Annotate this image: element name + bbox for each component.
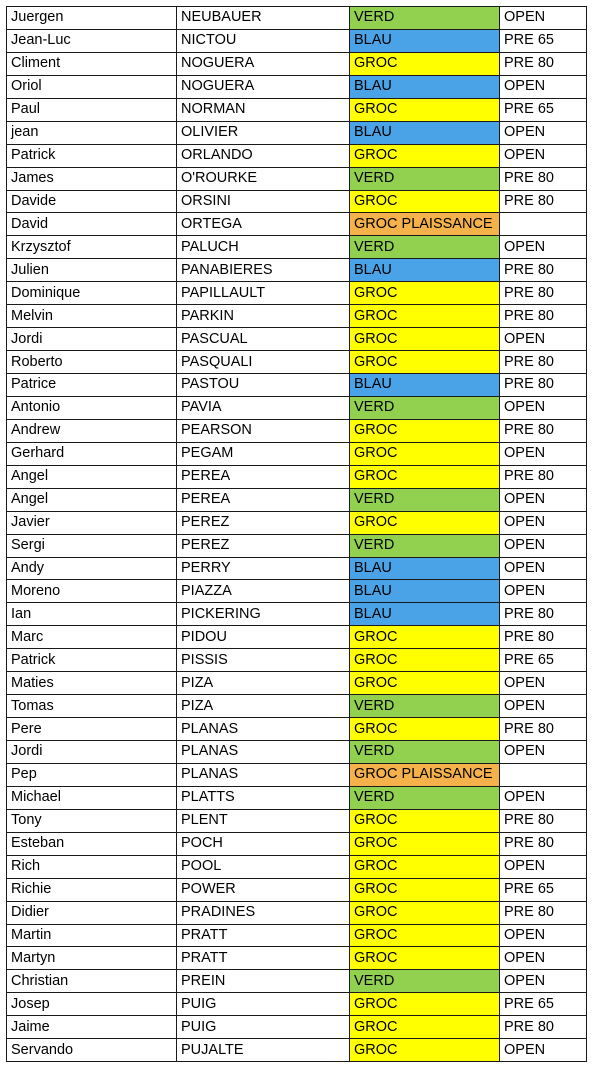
group-cell[interactable]: BLAU	[350, 121, 500, 144]
first-name-cell[interactable]: Martin	[7, 924, 177, 947]
first-name-cell[interactable]: Christian	[7, 970, 177, 993]
last-name-cell[interactable]: PIDOU	[177, 626, 350, 649]
group-cell[interactable]: VERD	[350, 396, 500, 419]
first-name-cell[interactable]: David	[7, 213, 177, 236]
category-cell[interactable]: OPEN	[500, 396, 587, 419]
category-cell[interactable]: PRE 80	[500, 374, 587, 397]
table-row	[7, 763, 587, 786]
table-row	[7, 259, 587, 282]
table-row	[7, 626, 587, 649]
group-cell[interactable]: GROC	[350, 144, 500, 167]
category-cell[interactable]: PRE 65	[500, 29, 587, 52]
table-row	[7, 649, 587, 672]
first-name-cell[interactable]: Moreno	[7, 580, 177, 603]
last-name-cell[interactable]: PLANAS	[177, 718, 350, 741]
last-name-cell[interactable]: POOL	[177, 855, 350, 878]
group-cell[interactable]: GROC	[350, 947, 500, 970]
last-name-cell[interactable]: O'ROURKE	[177, 167, 350, 190]
group-cell[interactable]: GROC	[350, 282, 500, 305]
first-name-cell[interactable]: Patrice	[7, 374, 177, 397]
table-row	[7, 580, 587, 603]
table-row	[7, 213, 587, 236]
group-cell[interactable]: VERD	[350, 488, 500, 511]
last-name-cell[interactable]: POWER	[177, 878, 350, 901]
first-name-cell[interactable]: Josep	[7, 993, 177, 1016]
last-name-cell[interactable]: PUJALTE	[177, 1039, 350, 1062]
first-name-cell[interactable]: Andrew	[7, 419, 177, 442]
last-name-cell[interactable]: PIZA	[177, 695, 350, 718]
group-cell[interactable]: GROC	[350, 1039, 500, 1062]
table-row	[7, 672, 587, 695]
last-name-cell[interactable]: PEREA	[177, 488, 350, 511]
category-cell[interactable]: OPEN	[500, 488, 587, 511]
category-cell[interactable]: PRE 80	[500, 52, 587, 75]
table-row	[7, 236, 587, 259]
participants-table-body	[7, 7, 587, 1062]
last-name-cell[interactable]: ORLANDO	[177, 144, 350, 167]
category-cell[interactable]: OPEN	[500, 121, 587, 144]
last-name-cell[interactable]: NOGUERA	[177, 52, 350, 75]
group-cell[interactable]: BLAU	[350, 29, 500, 52]
last-name-cell[interactable]: OLIVIER	[177, 121, 350, 144]
last-name-cell[interactable]: PIZA	[177, 672, 350, 695]
table-row	[7, 878, 587, 901]
group-cell[interactable]: VERD	[350, 741, 500, 764]
last-name-cell[interactable]: PRATT	[177, 924, 350, 947]
category-cell[interactable]: PRE 80	[500, 626, 587, 649]
last-name-cell[interactable]: PUIG	[177, 1016, 350, 1039]
first-name-cell[interactable]: Pep	[7, 763, 177, 786]
last-name-cell[interactable]: PLATTS	[177, 786, 350, 809]
category-cell[interactable]	[500, 763, 587, 786]
category-cell[interactable]: PRE 80	[500, 351, 587, 374]
table-row	[7, 924, 587, 947]
group-cell[interactable]: GROC	[350, 718, 500, 741]
participants-table	[6, 6, 587, 1062]
last-name-cell[interactable]: PEREZ	[177, 534, 350, 557]
group-cell[interactable]: GROC	[350, 305, 500, 328]
table-row	[7, 442, 587, 465]
group-cell[interactable]: GROC	[350, 52, 500, 75]
table-row	[7, 695, 587, 718]
first-name-cell[interactable]: James	[7, 167, 177, 190]
table-row	[7, 419, 587, 442]
first-name-cell[interactable]: Maties	[7, 672, 177, 695]
group-cell[interactable]: BLAU	[350, 259, 500, 282]
first-name-cell[interactable]: Oriol	[7, 75, 177, 98]
table-row	[7, 718, 587, 741]
last-name-cell[interactable]: PASCUAL	[177, 328, 350, 351]
table-row	[7, 901, 587, 924]
first-name-cell[interactable]: Richie	[7, 878, 177, 901]
group-cell[interactable]: VERD	[350, 236, 500, 259]
first-name-cell[interactable]: Didier	[7, 901, 177, 924]
table-row	[7, 328, 587, 351]
first-name-cell[interactable]: Climent	[7, 52, 177, 75]
category-cell[interactable]: PRE 65	[500, 649, 587, 672]
last-name-cell[interactable]: PAVIA	[177, 396, 350, 419]
table-row	[7, 351, 587, 374]
last-name-cell[interactable]: PEREA	[177, 465, 350, 488]
last-name-cell[interactable]: PLANAS	[177, 741, 350, 764]
group-cell[interactable]: GROC	[350, 190, 500, 213]
last-name-cell[interactable]: POCH	[177, 832, 350, 855]
table-row	[7, 832, 587, 855]
table-row	[7, 305, 587, 328]
group-cell[interactable]: GROC	[350, 98, 500, 121]
first-name-cell[interactable]: Angel	[7, 488, 177, 511]
category-cell[interactable]: OPEN	[500, 672, 587, 695]
table-row	[7, 167, 587, 190]
category-cell[interactable]: OPEN	[500, 557, 587, 580]
first-name-cell[interactable]: Gerhard	[7, 442, 177, 465]
last-name-cell[interactable]: PASQUALI	[177, 351, 350, 374]
group-cell[interactable]: BLAU	[350, 603, 500, 626]
first-name-cell[interactable]: Jaime	[7, 1016, 177, 1039]
table-row	[7, 970, 587, 993]
last-name-cell[interactable]: PLANAS	[177, 763, 350, 786]
category-cell[interactable]: OPEN	[500, 580, 587, 603]
group-cell[interactable]: VERD	[350, 695, 500, 718]
first-name-cell[interactable]: Javier	[7, 511, 177, 534]
category-cell[interactable]: OPEN	[500, 695, 587, 718]
category-cell[interactable]: OPEN	[500, 970, 587, 993]
last-name-cell[interactable]: PUIG	[177, 993, 350, 1016]
group-cell[interactable]: VERD	[350, 7, 500, 30]
group-cell[interactable]: VERD	[350, 167, 500, 190]
group-cell[interactable]: VERD	[350, 534, 500, 557]
table-row	[7, 52, 587, 75]
table-row	[7, 511, 587, 534]
table-row	[7, 396, 587, 419]
category-cell[interactable]: OPEN	[500, 236, 587, 259]
category-cell[interactable]: OPEN	[500, 855, 587, 878]
table-row	[7, 809, 587, 832]
first-name-cell[interactable]: Pere	[7, 718, 177, 741]
category-cell[interactable]: PRE 80	[500, 718, 587, 741]
last-name-cell[interactable]: PARKIN	[177, 305, 350, 328]
last-name-cell[interactable]: PRADINES	[177, 901, 350, 924]
table-row	[7, 29, 587, 52]
group-cell[interactable]: GROC PLAISSANCE	[350, 763, 500, 786]
table-row	[7, 557, 587, 580]
first-name-cell[interactable]: Tony	[7, 809, 177, 832]
first-name-cell[interactable]: Jordi	[7, 741, 177, 764]
category-cell[interactable]: OPEN	[500, 144, 587, 167]
category-cell[interactable]: OPEN	[500, 511, 587, 534]
category-cell[interactable]: PRE 65	[500, 878, 587, 901]
group-cell[interactable]: GROC	[350, 993, 500, 1016]
first-name-cell[interactable]: Michael	[7, 786, 177, 809]
group-cell[interactable]: GROC	[350, 901, 500, 924]
table-row	[7, 534, 587, 557]
first-name-cell[interactable]: Andy	[7, 557, 177, 580]
category-cell[interactable]: PRE 80	[500, 603, 587, 626]
last-name-cell[interactable]: NOGUERA	[177, 75, 350, 98]
last-name-cell[interactable]: PANABIERES	[177, 259, 350, 282]
category-cell[interactable]: OPEN	[500, 328, 587, 351]
category-cell[interactable]: PRE 80	[500, 190, 587, 213]
group-cell[interactable]: GROC	[350, 626, 500, 649]
category-cell[interactable]: PRE 80	[500, 901, 587, 924]
first-name-cell[interactable]: Patrick	[7, 144, 177, 167]
last-name-cell[interactable]: NORMAN	[177, 98, 350, 121]
category-cell[interactable]: OPEN	[500, 442, 587, 465]
group-cell[interactable]: GROC	[350, 328, 500, 351]
group-cell[interactable]: VERD	[350, 786, 500, 809]
last-name-cell[interactable]: PEARSON	[177, 419, 350, 442]
category-cell[interactable]: PRE 80	[500, 419, 587, 442]
last-name-cell[interactable]: ORTEGA	[177, 213, 350, 236]
group-cell[interactable]: BLAU	[350, 557, 500, 580]
group-cell[interactable]: GROC	[350, 442, 500, 465]
first-name-cell[interactable]: Sergi	[7, 534, 177, 557]
first-name-cell[interactable]: Antonio	[7, 396, 177, 419]
category-cell[interactable]: OPEN	[500, 741, 587, 764]
last-name-cell[interactable]: PIAZZA	[177, 580, 350, 603]
table-row	[7, 7, 587, 30]
category-cell[interactable]: PRE 80	[500, 167, 587, 190]
group-cell[interactable]: GROC	[350, 419, 500, 442]
group-cell[interactable]: GROC	[350, 809, 500, 832]
table-row	[7, 1016, 587, 1039]
first-name-cell[interactable]: Patrick	[7, 649, 177, 672]
last-name-cell[interactable]: PAPILLAULT	[177, 282, 350, 305]
group-cell[interactable]: GROC	[350, 672, 500, 695]
first-name-cell[interactable]: Dominique	[7, 282, 177, 305]
last-name-cell[interactable]: ORSINI	[177, 190, 350, 213]
table-row	[7, 855, 587, 878]
first-name-cell[interactable]: Rich	[7, 855, 177, 878]
last-name-cell[interactable]: NEUBAUER	[177, 7, 350, 30]
group-cell[interactable]: GROC	[350, 649, 500, 672]
group-cell[interactable]: GROC PLAISSANCE	[350, 213, 500, 236]
category-cell[interactable]: PRE 65	[500, 993, 587, 1016]
category-cell[interactable]	[500, 213, 587, 236]
category-cell[interactable]: OPEN	[500, 75, 587, 98]
first-name-cell[interactable]: Esteban	[7, 832, 177, 855]
group-cell[interactable]: GROC	[350, 832, 500, 855]
first-name-cell[interactable]: Angel	[7, 465, 177, 488]
first-name-cell[interactable]: jean	[7, 121, 177, 144]
first-name-cell[interactable]: Davide	[7, 190, 177, 213]
category-cell[interactable]: PRE 80	[500, 1016, 587, 1039]
group-cell[interactable]: VERD	[350, 970, 500, 993]
first-name-cell[interactable]: Jean-Luc	[7, 29, 177, 52]
first-name-cell[interactable]: Tomas	[7, 695, 177, 718]
category-cell[interactable]: OPEN	[500, 924, 587, 947]
table-row	[7, 786, 587, 809]
last-name-cell[interactable]: PRATT	[177, 947, 350, 970]
table-row	[7, 144, 587, 167]
category-cell[interactable]: PRE 80	[500, 465, 587, 488]
category-cell[interactable]: OPEN	[500, 7, 587, 30]
category-cell[interactable]: PRE 80	[500, 282, 587, 305]
last-name-cell[interactable]: PLENT	[177, 809, 350, 832]
table-row	[7, 98, 587, 121]
first-name-cell[interactable]: Paul	[7, 98, 177, 121]
last-name-cell[interactable]: NICTOU	[177, 29, 350, 52]
category-cell[interactable]: PRE 80	[500, 305, 587, 328]
category-cell[interactable]: OPEN	[500, 1039, 587, 1062]
table-row	[7, 1039, 587, 1062]
table-row	[7, 374, 587, 397]
first-name-cell[interactable]: Ian	[7, 603, 177, 626]
first-name-cell[interactable]: Marc	[7, 626, 177, 649]
first-name-cell[interactable]: Jordi	[7, 328, 177, 351]
first-name-cell[interactable]: Krzysztof	[7, 236, 177, 259]
group-cell[interactable]: GROC	[350, 924, 500, 947]
table-row	[7, 603, 587, 626]
last-name-cell[interactable]: PREIN	[177, 970, 350, 993]
table-row	[7, 993, 587, 1016]
group-cell[interactable]: BLAU	[350, 374, 500, 397]
table-row	[7, 741, 587, 764]
group-cell[interactable]: GROC	[350, 465, 500, 488]
group-cell[interactable]: GROC	[350, 1016, 500, 1039]
category-cell[interactable]: OPEN	[500, 947, 587, 970]
first-name-cell[interactable]: Martyn	[7, 947, 177, 970]
last-name-cell[interactable]: PICKERING	[177, 603, 350, 626]
last-name-cell[interactable]: PEGAM	[177, 442, 350, 465]
table-row	[7, 190, 587, 213]
first-name-cell[interactable]: Melvin	[7, 305, 177, 328]
group-cell[interactable]: GROC	[350, 878, 500, 901]
table-row	[7, 121, 587, 144]
category-cell[interactable]: OPEN	[500, 786, 587, 809]
first-name-cell[interactable]: Julien	[7, 259, 177, 282]
first-name-cell[interactable]: Servando	[7, 1039, 177, 1062]
table-row	[7, 488, 587, 511]
last-name-cell[interactable]: PASTOU	[177, 374, 350, 397]
table-row	[7, 465, 587, 488]
last-name-cell[interactable]: PEREZ	[177, 511, 350, 534]
last-name-cell[interactable]: PALUCH	[177, 236, 350, 259]
group-cell[interactable]: BLAU	[350, 580, 500, 603]
table-row	[7, 947, 587, 970]
category-cell[interactable]: OPEN	[500, 534, 587, 557]
group-cell[interactable]: BLAU	[350, 75, 500, 98]
last-name-cell[interactable]: PISSIS	[177, 649, 350, 672]
category-cell[interactable]: PRE 80	[500, 259, 587, 282]
group-cell[interactable]: GROC	[350, 351, 500, 374]
category-cell[interactable]: PRE 80	[500, 809, 587, 832]
table-row	[7, 282, 587, 305]
first-name-cell[interactable]: Roberto	[7, 351, 177, 374]
category-cell[interactable]: PRE 80	[500, 832, 587, 855]
last-name-cell[interactable]: PERRY	[177, 557, 350, 580]
first-name-cell[interactable]: Juergen	[7, 7, 177, 30]
group-cell[interactable]: GROC	[350, 511, 500, 534]
table-row	[7, 75, 587, 98]
category-cell[interactable]: PRE 65	[500, 98, 587, 121]
group-cell[interactable]: GROC	[350, 855, 500, 878]
